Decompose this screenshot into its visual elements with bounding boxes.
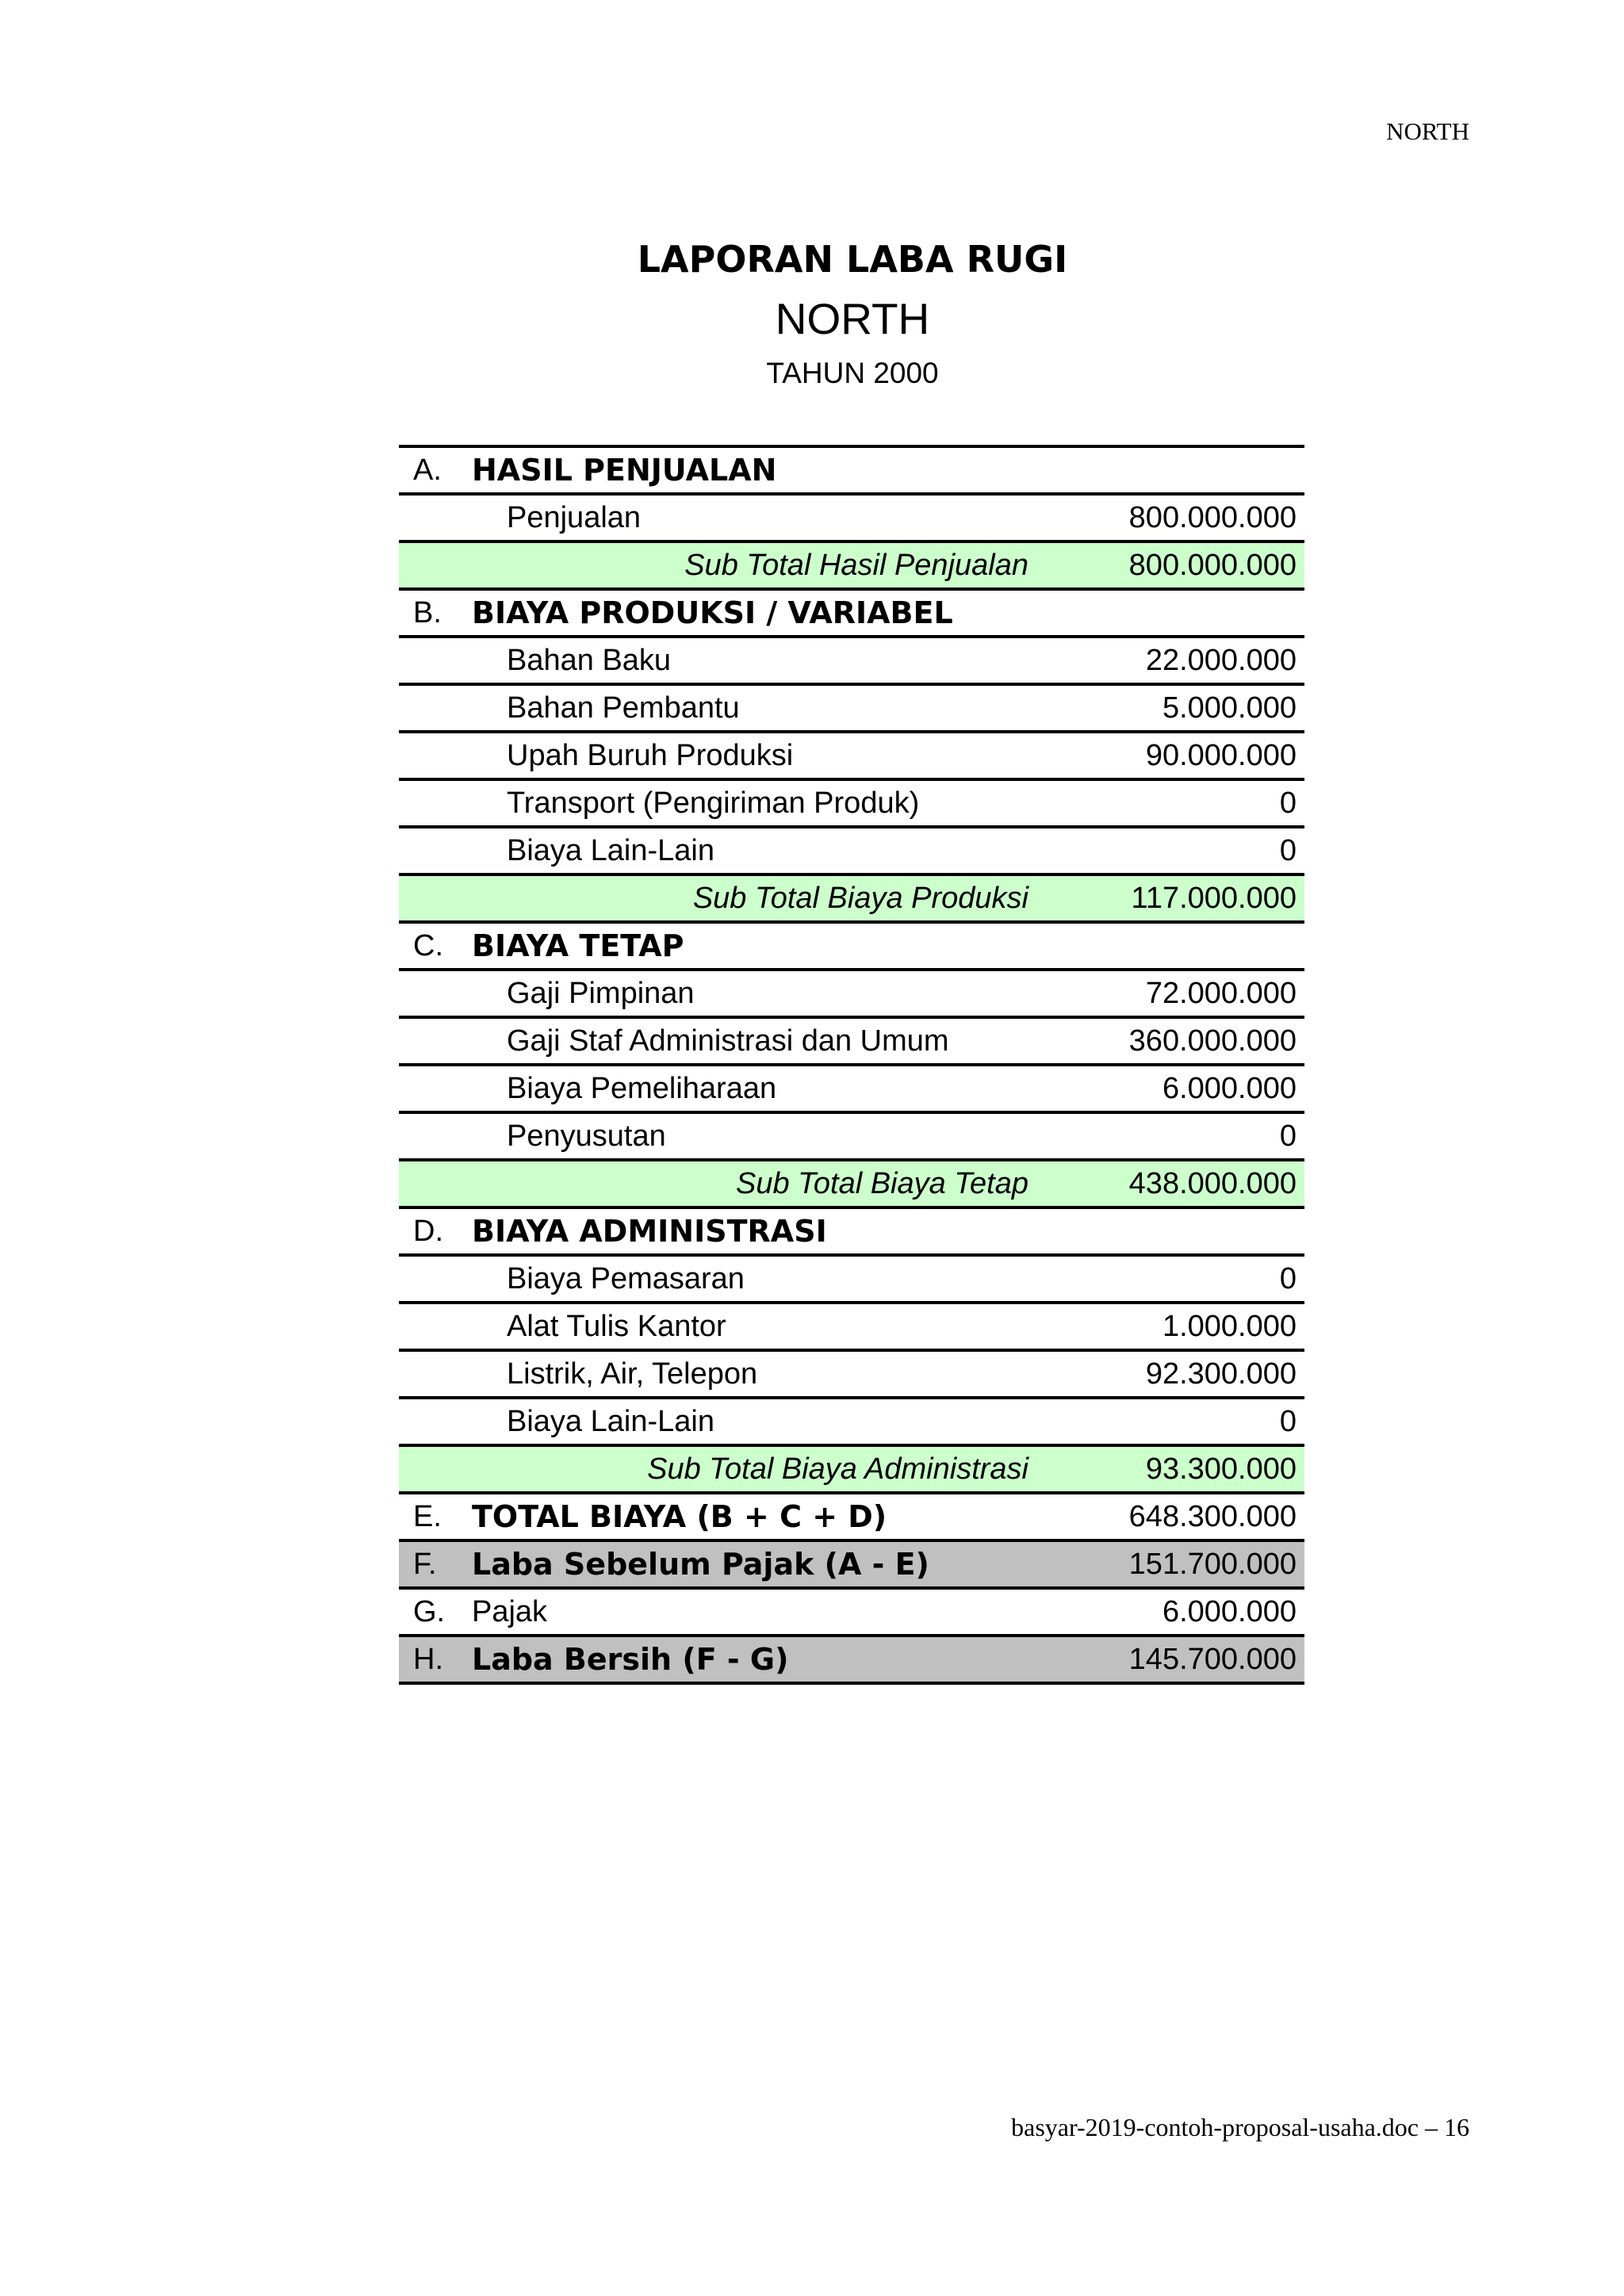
total-letter: E. xyxy=(399,1493,465,1540)
section-heading-d xyxy=(399,1207,1304,1255)
report-subtitle: NORTH xyxy=(775,294,930,343)
total-label: Laba Bersih (F - G) xyxy=(465,1636,1076,1683)
total-row-f xyxy=(399,1540,1304,1588)
item-label: Biaya Pemasaran xyxy=(399,1255,1076,1303)
subtotal-label: Sub Total Biaya Produksi xyxy=(399,874,1076,922)
section-heading: BIAYA ADMINISTRASI xyxy=(465,1207,1076,1255)
total-value: 648.300.000 xyxy=(1076,1493,1304,1540)
section-amount xyxy=(1076,589,1304,637)
table-row xyxy=(399,1065,1304,1112)
table-row xyxy=(399,1112,1304,1160)
section-letter: C. xyxy=(399,922,465,970)
table-row xyxy=(399,1255,1304,1303)
section-heading-c xyxy=(399,922,1304,970)
table-row xyxy=(399,970,1304,1017)
item-value: 800.000.000 xyxy=(1076,494,1304,541)
item-label: Biaya Lain-Lain xyxy=(399,1398,1076,1445)
subtotal-value: 800.000.000 xyxy=(1076,541,1304,589)
item-value: 22.000.000 xyxy=(1076,637,1304,684)
section-heading-a xyxy=(399,446,1304,494)
table-row xyxy=(399,684,1304,732)
section-heading: BIAYA TETAP xyxy=(465,922,1076,970)
total-label: Laba Sebelum Pajak (A - E) xyxy=(465,1540,1076,1588)
item-label: Bahan Baku xyxy=(399,637,1076,684)
subtotal-row-b xyxy=(399,874,1304,922)
item-value: 1.000.000 xyxy=(1076,1303,1304,1350)
item-label: Bahan Pembantu xyxy=(399,684,1076,732)
total-letter: G. xyxy=(399,1588,465,1636)
section-amount xyxy=(1076,1207,1304,1255)
page-footer: basyar-2019-contoh-proposal-usaha.doc – 16 xyxy=(1011,2113,1469,2141)
item-label: Biaya Pemeliharaan xyxy=(399,1065,1076,1112)
section-letter: D. xyxy=(399,1207,465,1255)
section-heading: HASIL PENJUALAN xyxy=(465,446,1076,494)
table-row xyxy=(399,1303,1304,1350)
item-label: Listrik, Air, Telepon xyxy=(399,1350,1076,1398)
table-row xyxy=(399,1017,1304,1065)
table-row xyxy=(399,1350,1304,1398)
subtotal-label: Sub Total Biaya Administrasi xyxy=(399,1445,1076,1493)
total-value: 145.700.000 xyxy=(1076,1636,1304,1683)
item-value: 0 xyxy=(1076,1398,1304,1445)
item-value: 72.000.000 xyxy=(1076,970,1304,1017)
subtotal-value: 438.000.000 xyxy=(1076,1160,1304,1207)
section-letter: B. xyxy=(399,589,465,637)
total-row-h xyxy=(399,1636,1304,1683)
item-value: 5.000.000 xyxy=(1076,684,1304,732)
table-row xyxy=(399,732,1304,779)
income-statement-table xyxy=(399,445,1304,1685)
item-label: Penyusutan xyxy=(399,1112,1076,1160)
total-row-e xyxy=(399,1493,1304,1540)
item-value: 0 xyxy=(1076,779,1304,827)
section-heading-b xyxy=(399,589,1304,637)
table-row xyxy=(399,637,1304,684)
item-value: 0 xyxy=(1076,1112,1304,1160)
item-label: Alat Tulis Kantor xyxy=(399,1303,1076,1350)
total-value: 6.000.000 xyxy=(1076,1588,1304,1636)
section-amount xyxy=(1076,922,1304,970)
page-header: NORTH xyxy=(1386,117,1469,145)
item-value: 0 xyxy=(1076,827,1304,874)
item-label: Upah Buruh Produksi xyxy=(399,732,1076,779)
table-row xyxy=(399,827,1304,874)
total-letter: H. xyxy=(399,1636,465,1683)
table-row xyxy=(399,1398,1304,1445)
table-row xyxy=(399,779,1304,827)
section-letter: A. xyxy=(399,446,465,494)
item-value: 6.000.000 xyxy=(1076,1065,1304,1112)
report-year: TAHUN 2000 xyxy=(766,357,939,389)
total-value: 151.700.000 xyxy=(1076,1540,1304,1588)
item-label: Biaya Lain-Lain xyxy=(399,827,1076,874)
subtotal-label: Sub Total Biaya Tetap xyxy=(399,1160,1076,1207)
item-label: Transport (Pengiriman Produk) xyxy=(399,779,1076,827)
item-value: 0 xyxy=(1076,1255,1304,1303)
subtotal-row-d xyxy=(399,1445,1304,1493)
subtotal-row-a xyxy=(399,541,1304,589)
subtotal-row-c xyxy=(399,1160,1304,1207)
total-label: Pajak xyxy=(465,1588,1076,1636)
item-label: Gaji Pimpinan xyxy=(399,970,1076,1017)
item-label: Gaji Staf Administrasi dan Umum xyxy=(399,1017,1076,1065)
total-row-g xyxy=(399,1588,1304,1636)
item-value: 360.000.000 xyxy=(1076,1017,1304,1065)
section-heading: BIAYA PRODUKSI / VARIABEL xyxy=(465,589,1076,637)
total-letter: F. xyxy=(399,1540,465,1588)
report-title: LAPORAN LABA RUGI xyxy=(637,238,1068,281)
item-label: Penjualan xyxy=(399,494,1076,541)
subtotal-value: 93.300.000 xyxy=(1076,1445,1304,1493)
total-label: TOTAL BIAYA (B + C + D) xyxy=(465,1493,1076,1540)
item-value: 92.300.000 xyxy=(1076,1350,1304,1398)
subtotal-label: Sub Total Hasil Penjualan xyxy=(399,541,1076,589)
item-value: 90.000.000 xyxy=(1076,732,1304,779)
table-row xyxy=(399,494,1304,541)
section-amount xyxy=(1076,446,1304,494)
subtotal-value: 117.000.000 xyxy=(1076,874,1304,922)
